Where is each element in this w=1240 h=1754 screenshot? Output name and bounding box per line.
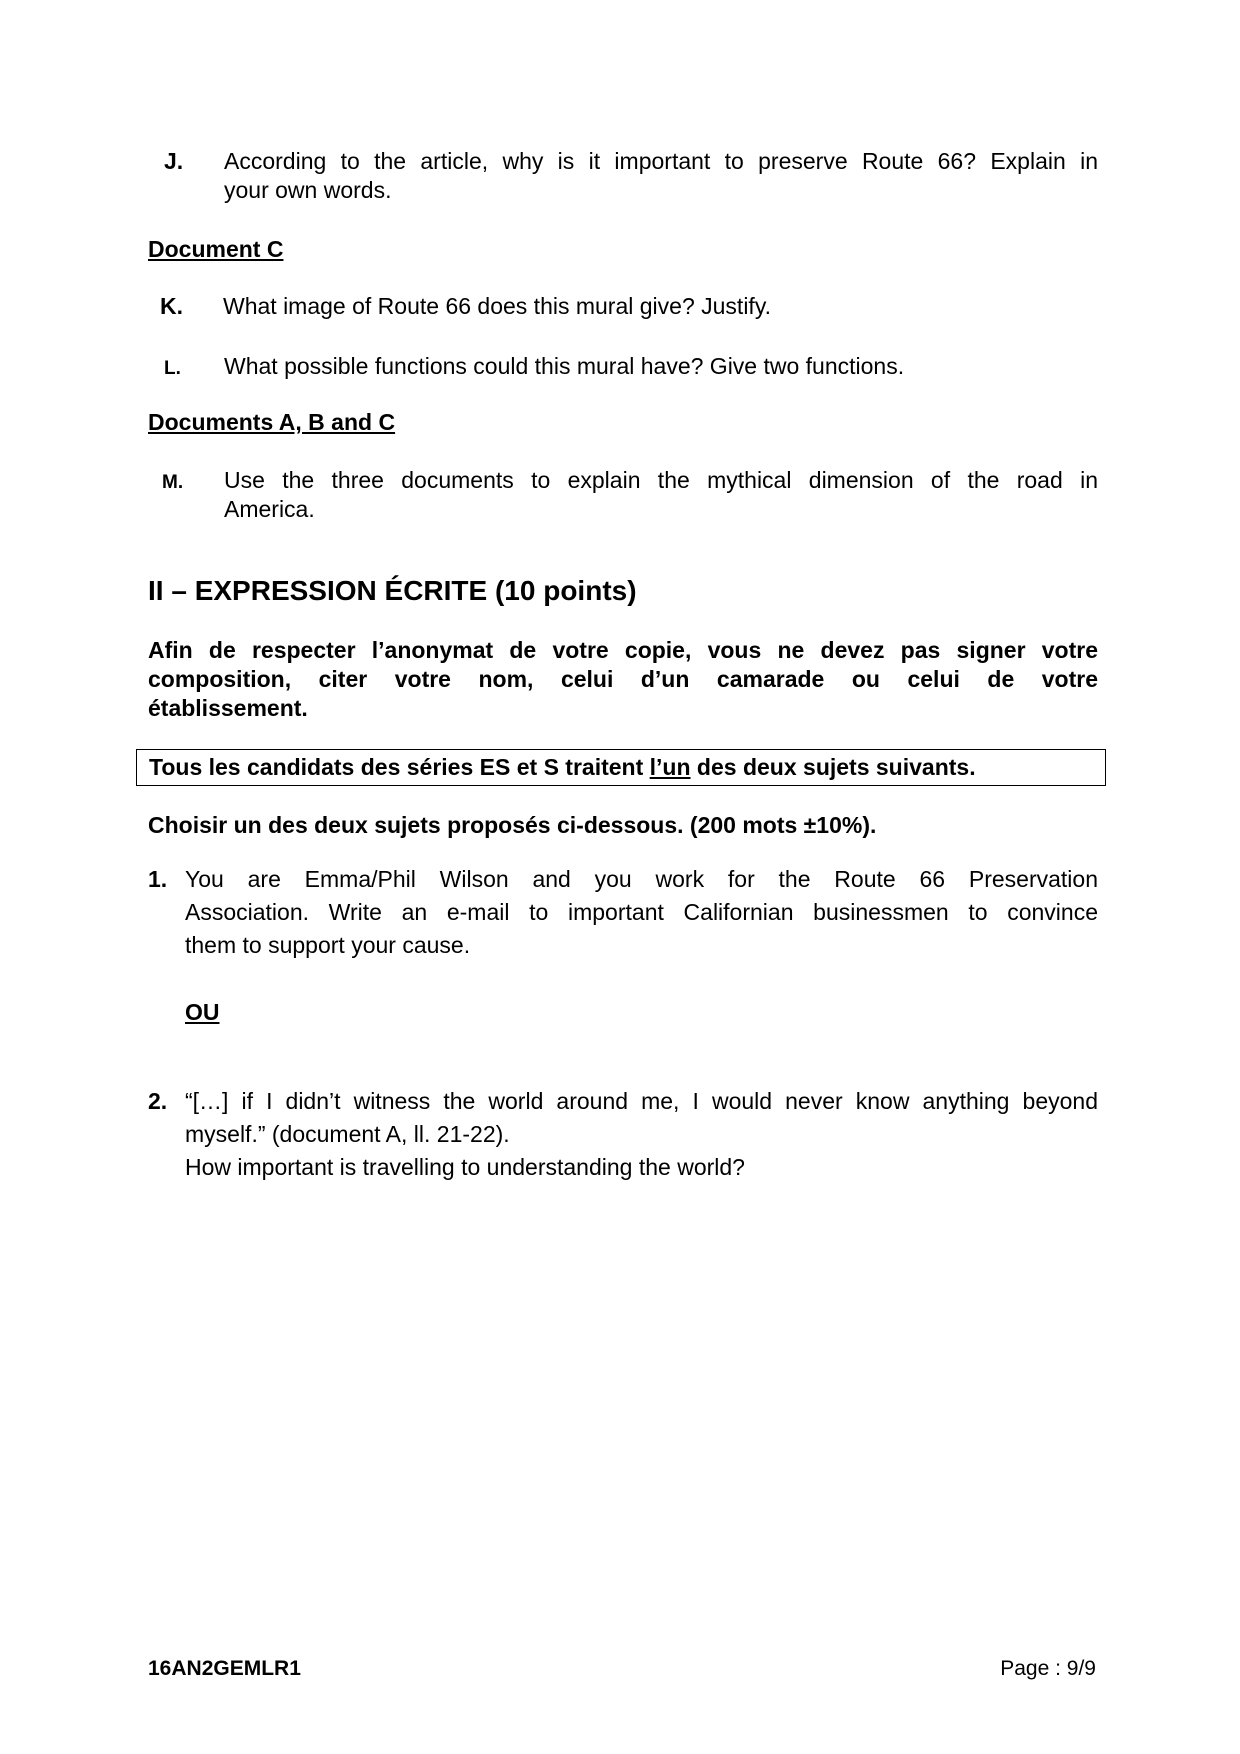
subject-line: How important is travelling to understanding the world? (185, 1154, 745, 1180)
subject-text (185, 1085, 1098, 1184)
notice-line: composition, citer votre nom, celui d’un camarade ou celui de votre (148, 666, 1098, 692)
question-text (223, 292, 1098, 321)
instruction-text: des deux sujets suivants. (690, 754, 976, 780)
anonymity-notice (148, 636, 1098, 723)
subject-number: 1. (148, 866, 168, 892)
or-separator: OU (185, 999, 220, 1025)
section-title: II – EXPRESSION ÉCRITE (10 points) (148, 575, 637, 606)
subject-line: them to support your cause. (185, 932, 471, 958)
instruction-text: Tous les candidats des séries ES et S traitent (149, 754, 650, 780)
question-line: What possible functions could this mural have? Give two functions. (224, 353, 905, 379)
subject-2 (148, 1085, 1098, 1185)
question-line: What image of Route 66 does this mural give? Justify. (223, 293, 772, 319)
question-letter: K. (160, 293, 183, 319)
notice-line: Afin de respecter l’anonymat de votre copie, vous ne devez pas signer votre (148, 637, 1098, 663)
question-text (224, 147, 1098, 205)
subject-line: Association. Write an e-mail to important Californian businessmen to convince (185, 899, 1098, 925)
question-j (148, 147, 1098, 205)
question-k (148, 292, 1098, 322)
candidates-instruction-box (136, 749, 1106, 786)
question-line: your own words. (224, 177, 392, 203)
question-letter: J. (164, 148, 184, 174)
subject-number: 2. (148, 1088, 168, 1114)
choose-instruction: Choisir un des deux sujets proposés ci-dessous. (200 mots ±10%). (148, 812, 877, 838)
question-line: Use the three documents to explain the mythical dimension of the road in (224, 467, 1098, 493)
question-line: America. (224, 496, 315, 522)
question-m (148, 466, 1098, 524)
question-text (224, 352, 1098, 381)
page-number: Page : 9/9 (1000, 1657, 1096, 1680)
exam-code: 16AN2GEMLR1 (148, 1657, 301, 1680)
documents-abc-heading: Documents A, B and C (148, 409, 396, 435)
question-letter: M. (162, 472, 184, 493)
document-c-heading: Document C (148, 236, 284, 262)
question-text (224, 466, 1098, 524)
notice-line: établissement. (148, 695, 308, 721)
question-line: According to the article, why is it important to preserve Route 66? Explain in (224, 148, 1098, 174)
subject-line: myself.” (document A, ll. 21-22). (185, 1121, 510, 1147)
question-l (148, 352, 1098, 382)
subject-line: You are Emma/Phil Wilson and you work for the Route 66 Preservation (185, 866, 1098, 892)
subject-line: “[…] if I didn’t witness the world around me, I would never know anything beyond (185, 1088, 1098, 1114)
subject-1 (148, 863, 1098, 963)
subject-text (185, 863, 1098, 962)
instruction-underlined: l’un (649, 754, 691, 780)
question-letter: L. (164, 358, 181, 379)
